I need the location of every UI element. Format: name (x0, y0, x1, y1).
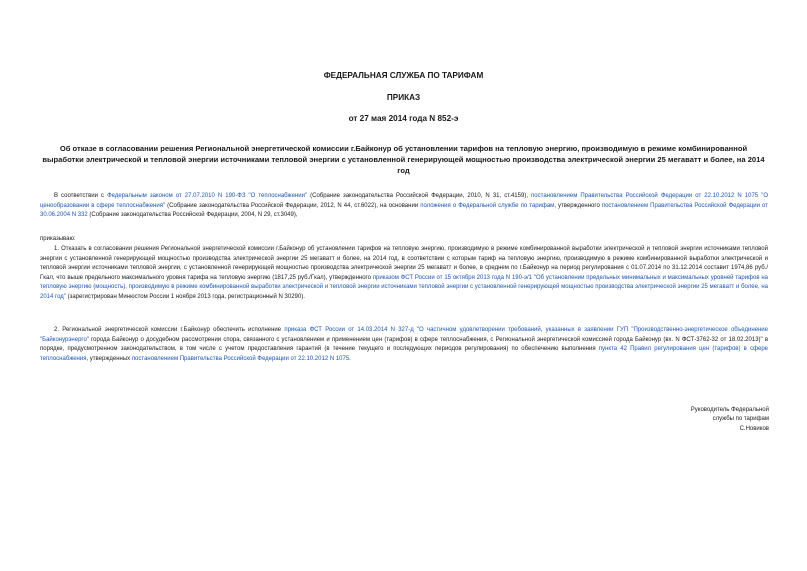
signature-name: С.Новиков (739, 425, 769, 432)
item-2-text-1: 2. Региональной энергетической комиссии г.Байконур обеспечить исполнение (54, 327, 285, 333)
resolution-1075-link-2[interactable]: постановлением Правительства Российской Федерации от 22.10.2012 N 1075 (131, 355, 350, 362)
law-190-fz-link[interactable]: Федеральным законом от 27.07.2010 N 190-ФЗ "О теплоснабжении" (107, 193, 308, 199)
preamble-paragraph (40, 192, 768, 221)
item-2-text-4: . (349, 355, 351, 362)
preamble-text-2: (Собрание законодательства Российской Федерации, 2010, N 31, ст.4159), (307, 193, 532, 199)
rules-clause-42-link[interactable]: пункта 42 Правил регулирования цен (тарифов) в сфере теплоснабжения (40, 346, 769, 362)
date-number-heading: от 27 мая 2014 года N 852-э (348, 114, 459, 123)
item-2-text-2: города Байконур о досудебном рассмотрении спора, связанного с установлением и применением цен (тарифов) в сфере теплоснабжения, с Региональной энергетической комиссией города Байконур (вх. N ФСТ-3762-32 от 18.02.2013)" в порядке, предусмотренном законодательством, в том числе с учетом предоставления гарантий (в течение текущего и последующих периодов регулирования) по обеспечению выполнения (40, 336, 768, 353)
preamble-text-4: , утвержденного (554, 202, 602, 209)
item-1-text-2: (зарегистрирован Минюстом России 1 ноября 2013 года, регистрационный N 30290). (65, 293, 305, 300)
preamble-text-5: (Собрание законодательства Российской Федерации, 2004, N 29, ст.3049), (87, 212, 298, 219)
item-1-text-1: 1. Отказать в согласовании решения Региональной энергетической комиссии г.Байконур об установлении тарифов на тепловую энергию, производимую в режиме комбинированной выработки электрической и тепловой энергии источниками тепловой энергии с установленной генерирующей мощностью производства электрической энергии 25 мегаватт и более, на 2014 год, в соответствии с которым тариф на тепловую энергию, производимую в режиме комбинированной выработки электрической и тепловой энергии источниками тепловой энергии, с установленной генерирующей мощностью производства электрической энергии 25 мегаватт и более, в среднем по г.Байконур на период регулирования с 01.07.2014 по 31.12.2014 составит 1974,86 руб./Гкал, что выше предельного максимального уровня тарифа на тепловую энергию (1817,25 руб./Гкал), утвержденного (40, 246, 768, 281)
fst-regulation-link[interactable]: положения о Федеральной службе по тарифам (420, 202, 555, 209)
signature-position: Руководитель Федеральной (690, 407, 769, 413)
item-1-paragraph (40, 245, 768, 303)
preamble-text-1: В соответствии с (54, 193, 108, 199)
resolution-1075-link[interactable]: постановлением Правительства Российской Федерации от 22.10.2012 N 1075 "О ценообразовании в сфере теплоснабжения" (40, 193, 768, 209)
fst-order-190-e1-link[interactable]: приказом ФСТ России от 15 октября 2013 года N 190-э/1 "Об установлении предельных минимальных и максимальных уровней тарифов на тепловую энергию (мощность), производимую в режиме комбинированной выработки электрической и тепловой энергии источниками тепловой энергии с установленной генерирующей мощностью производства электрической энергии 25 мегаватт и более, на 2014 год" (40, 274, 769, 300)
document-title: Об отказе в согласовании решения Региональной энергетической комиссии г.Байконур об установлении тарифов на тепловую энергию, производимую в режиме комбинированной выработки электрической и тепловой энергии источниками тепловой энергии с установленной генерирующей мощностью производства электрической энергии 25 мегаватт и более, на 2014 год (42, 144, 765, 175)
resolution-332-link[interactable]: постановлением Правительства Российской Федерации от 30.06.2004 N 332 (40, 202, 768, 219)
signature-agency: службы по тарифам (712, 416, 769, 423)
doc-type-heading: ПРИКАЗ (386, 93, 421, 102)
item-2-paragraph (40, 326, 768, 364)
fst-order-327-d-link[interactable]: приказа ФСТ России от 14.03.2014 N 327-д "О частичном удовлетворении требований, указанных в заявлении ГУП "Производственно-энергетическое объединение "Байконурэнерго" (40, 327, 768, 343)
item-2-text-3: , утвержденных (86, 355, 132, 362)
order-word: приказываю: (40, 236, 76, 242)
preamble-text-3: (Собрание законодательства Российской Федерации, 2012, N 44, ст.6022), на основании (165, 202, 421, 209)
agency-heading: ФЕДЕРАЛЬНАЯ СЛУЖБА ПО ТАРИФАМ (323, 71, 484, 80)
signature-block (691, 406, 769, 434)
